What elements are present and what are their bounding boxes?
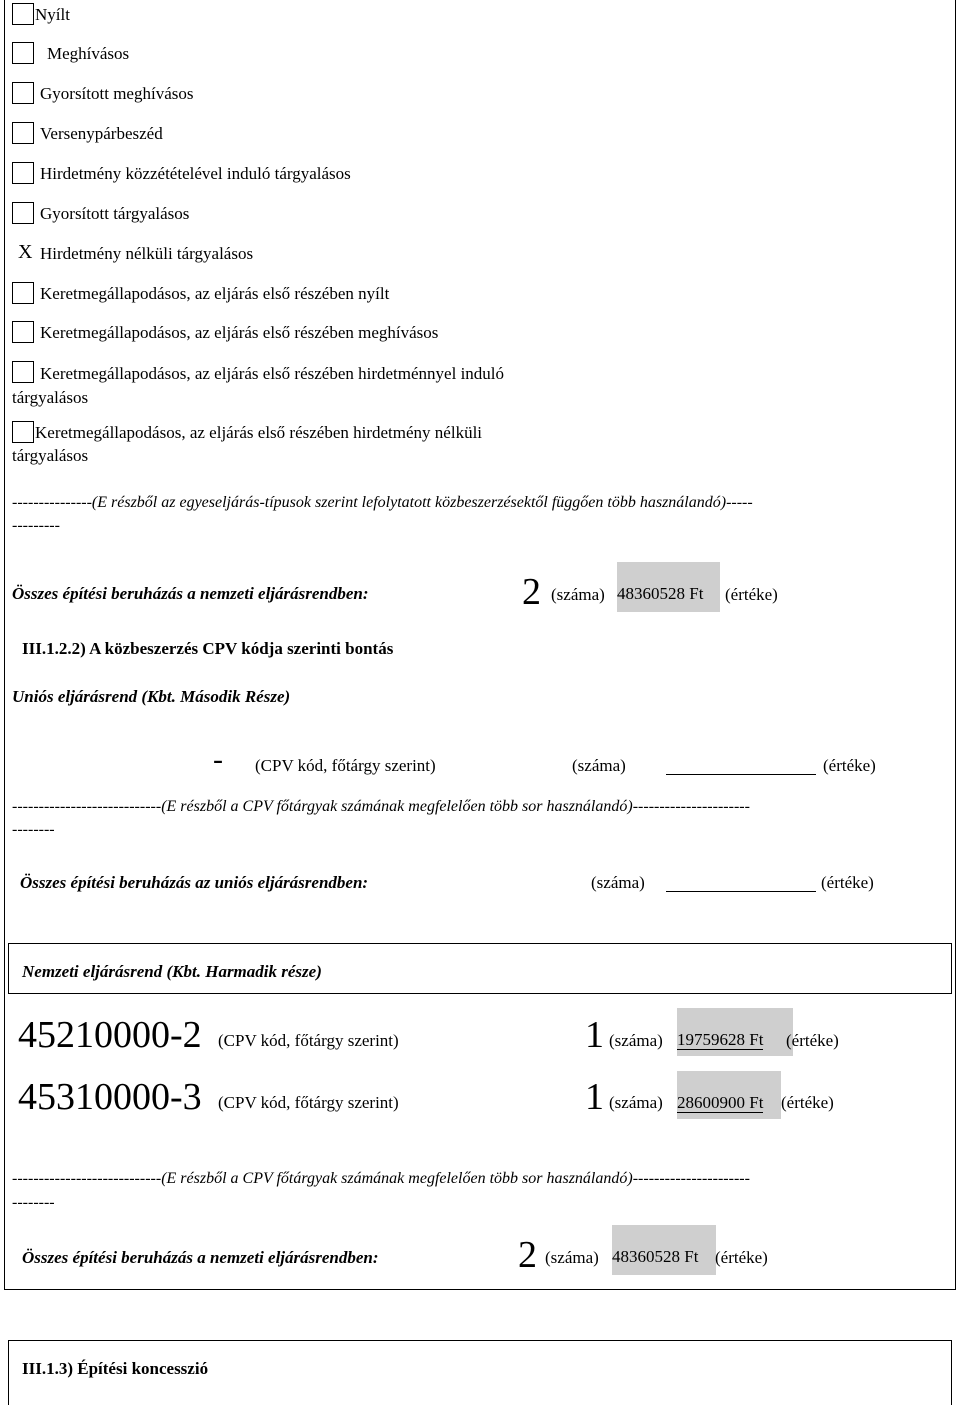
option-label: Versenypárbeszéd [40,124,163,143]
national-box-right [951,943,952,993]
national-sum-label: Összes építési beruházás a nemzeti eljárásrendben: [22,1248,379,1267]
national-total-count: 2 [522,571,541,613]
value-label: (értéke) [715,1248,768,1267]
count-label: (száma) [551,585,605,604]
option-label: Meghívásos [47,44,130,63]
cpv-value [677,1071,781,1119]
frame-left [4,0,5,1290]
national-box-divider [8,993,952,994]
checkbox-meghivasos[interactable] [12,42,34,64]
option-label: Keretmegállapodásos, az eljárás első részében nyílt [40,284,390,303]
section-heading: III.1.2.2) A közbeszerzés CPV kódja szerinti bontás [22,639,394,658]
next-box-top [8,1340,952,1341]
option-label: Keretmegállapodásos, az eljárás első részében hirdetmény nélküli [35,423,483,442]
option-label: Keretmegállapodásos, az eljárás első részében hirdetménnyel induló [40,364,505,383]
national-sum-count: 2 [518,1234,537,1276]
eu-note-line1: ----------------------------(E részből a CPV főtárgyak számának megfelelően több sor használandó)---------------------- [12,798,750,815]
value-label: (értéke) [725,585,778,604]
cpv-label: (CPV kód, főtárgy szerint) [218,1031,399,1050]
checkbox-hirdetmeny-kozzetetelevel[interactable] [12,162,34,184]
next-box-right [951,1340,952,1405]
cpv-value-text: 28600900 Ft [677,1093,764,1112]
eu-count-label: (száma) [572,756,626,775]
cpv-code: 45210000-2 [18,1014,202,1056]
national-note-line2: -------- [12,1194,55,1211]
option-label: Gyorsított tárgyalásos [40,204,190,223]
checkbox-keret-hirdetmennyel[interactable] [12,361,34,383]
option-label: Keretmegállapodásos, az eljárás első részében meghívásos [40,323,439,342]
checkbox-keret-meghivasos[interactable] [12,321,34,343]
national-heading: Nemzeti eljárásrend (Kbt. Harmadik része) [22,962,322,981]
checkbox-keret-nyilt[interactable] [12,282,34,304]
eu-total-count-label: (száma) [591,873,645,892]
eu-row-dash: - [213,743,223,776]
frame-bottom [4,1289,956,1290]
checked-mark[interactable]: X [18,241,33,263]
next-box-left [8,1340,9,1405]
national-box-left [8,943,9,993]
eu-value-blank[interactable] [666,756,816,775]
eu-total-value-blank[interactable] [666,873,816,892]
cpv-count: 1 [585,1076,604,1118]
option-label: Gyorsított meghívásos [40,84,194,103]
national-box-top [8,943,952,944]
checkbox-versenyparbeszed[interactable] [12,122,34,144]
checkbox-gyorsitott-targyalasos[interactable] [12,202,34,224]
national-sum-value: 48360528 Ft [612,1225,716,1275]
eu-heading: Uniós eljárásrend (Kbt. Második Része) [12,687,291,706]
national-note-line1: ----------------------------(E részből a CPV főtárgyak számának megfelelően több sor használandó)---------------------- [12,1170,750,1187]
eu-total-label: Összes építési beruházás az uniós eljárásrendben: [20,873,369,892]
procedure-note-line1: ---------------(E részből az egyeseljárás-típusok szerint lefolytatott közbeszerzésektől függően több használandó)----- [12,494,753,511]
eu-value-label: (értéke) [823,756,876,775]
value-label: (értéke) [786,1031,839,1050]
next-section-heading: III.1.3) Építési koncesszió [22,1359,209,1378]
option-label: Hirdetmény közzétételével induló tárgyalásos [40,164,351,183]
cpv-code: 45310000-3 [18,1076,202,1118]
option-label: Nyílt [35,5,70,24]
eu-total-value-label: (értéke) [821,873,874,892]
value-label: (értéke) [781,1093,834,1112]
cpv-value-text: 19759628 Ft [677,1030,764,1049]
national-total-value: 48360528 Ft [617,562,720,612]
eu-note-line2: -------- [12,821,55,838]
cpv-label: (CPV kód, főtárgy szerint) [218,1093,399,1112]
option-label-cont: tárgyalásos [12,446,89,465]
count-label: (száma) [545,1248,599,1267]
cpv-count: 1 [585,1014,604,1056]
count-label: (száma) [609,1093,663,1112]
option-label-cont: tárgyalásos [12,388,89,407]
frame-right [955,0,956,1290]
eu-cpv-label: (CPV kód, főtárgy szerint) [255,756,436,775]
checkbox-nyilt[interactable] [12,3,34,25]
national-total-label: Összes építési beruházás a nemzeti eljárásrendben: [12,584,369,603]
cpv-value [677,1008,793,1056]
procedure-note-line2: --------- [12,517,60,534]
checkbox-gyorsitott-meghivasos[interactable] [12,82,34,104]
checkbox-keret-hirdetmeny-nelkuli[interactable] [12,421,34,443]
option-label: Hirdetmény nélküli tárgyalásos [40,244,254,263]
count-label: (száma) [609,1031,663,1050]
